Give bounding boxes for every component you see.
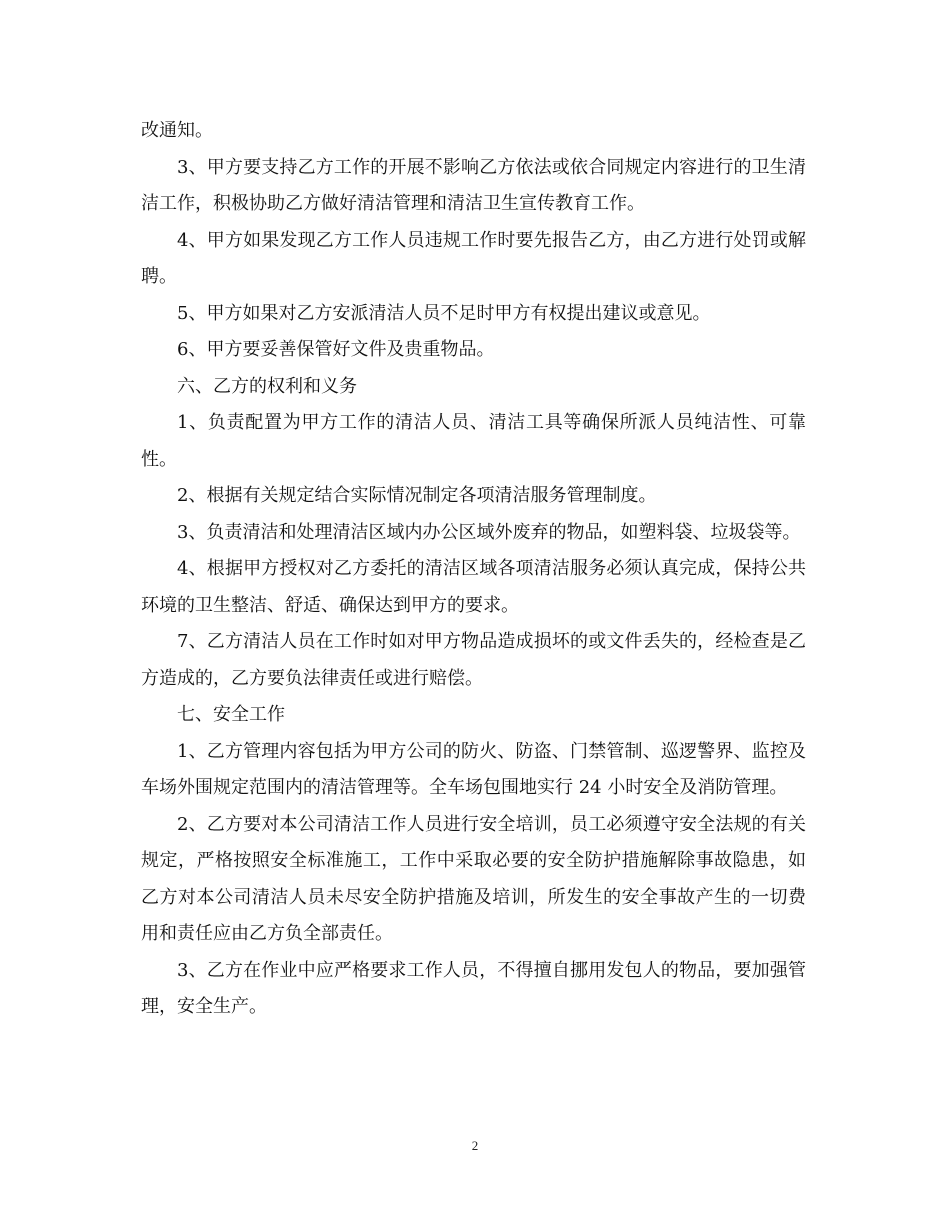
- document-body: [141, 113, 806, 1026]
- page-number: 2: [471, 1138, 479, 1153]
- paragraph-11: 7、乙方清洁人员在工作时如对甲方物品造成损坏的或文件丢失的，经检查是乙方造成的，乙方要负法律责任或进行赔偿。: [141, 631, 806, 689]
- paragraph-7: 1、负责配置为甲方工作的清洁人员、清洁工具等确保所派人员纯洁性、可靠性。: [141, 412, 806, 470]
- paragraph-1: 改通知。: [141, 120, 213, 141]
- paragraph-3: 4、甲方如果发现乙方工作人员违规工作时要先报告乙方，由乙方进行处罚或解聘。: [141, 229, 806, 287]
- paragraph-5: 6、甲方要妥善保管好文件及贵重物品。: [177, 339, 495, 360]
- section-heading-6: 六、乙方的权利和义务: [177, 375, 357, 397]
- paragraph-4: 5、甲方如果对乙方安派清洁人员不足时甲方有权提出建议或意见。: [177, 302, 711, 324]
- paragraph-10: 4、根据甲方授权对乙方委托的清洁区域各项清洁服务必须认真完成，保持公共环境的卫生整洁、舒适、确保达到甲方的要求。: [141, 558, 806, 616]
- paragraph-9: 3、负责清洁和处理清洁区域内办公区域外废弃的物品，如塑料袋、垃圾袋等。: [177, 521, 801, 543]
- paragraph-8: 2、根据有关规定结合实际情况制定各项清洁服务管理制度。: [177, 485, 657, 506]
- paragraph-13: 1、乙方管理内容包括为甲方公司的防火、防盗、门禁管制、巡逻警界、监控及车场外围规定范围内的清洁管理等。全车场包围地实行 24 小时安全及消防管理。: [141, 740, 806, 798]
- paragraph-15: 3、乙方在作业中应严格要求工作人员，不得擅自挪用发包人的物品，要加强管理，安全生产。: [141, 959, 806, 1017]
- paragraph-2: 3、甲方要支持乙方工作的开展不影响乙方依法或依合同规定内容进行的卫生清洁工作，积极协助乙方做好清洁管理和清洁卫生宣传教育工作。: [141, 156, 806, 214]
- paragraph-14: 2、乙方要对本公司清洁工作人员进行安全培训，员工必须遵守安全法规的有关规定，严格按照安全标准施工，工作中采取必要的安全防护措施解除事故隐患，如乙方对本公司清洁人员未尽安全防护措施及培训，所发生的安全事故产生的一切费用和责任应由乙方负全部责任。: [141, 813, 806, 944]
- section-heading-7: 七、安全工作: [177, 704, 285, 725]
